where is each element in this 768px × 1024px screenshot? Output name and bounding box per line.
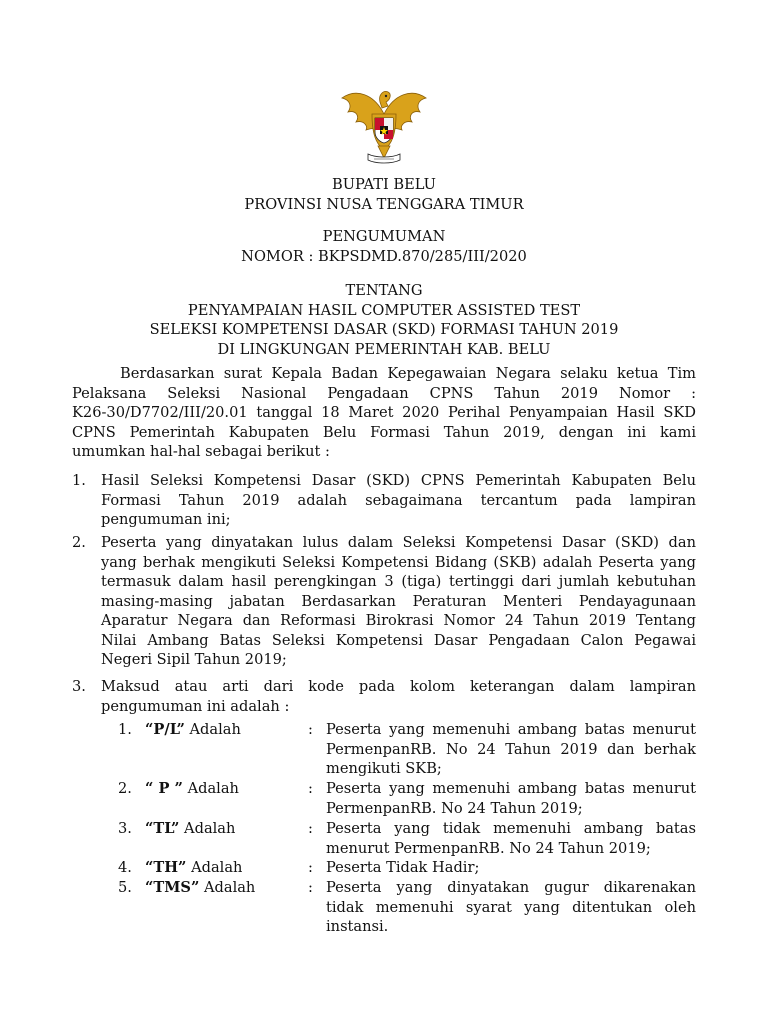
code-description-line: Peserta yang tidak memenuhi ambang batas bbox=[326, 820, 696, 837]
code-key: “TMS” bbox=[145, 879, 200, 896]
code-number: 3. bbox=[118, 820, 132, 837]
announcement-heading bbox=[0, 227, 768, 266]
code-number: 2. bbox=[118, 780, 132, 797]
code-label bbox=[145, 779, 239, 799]
header-line-1: BUPATI BELU bbox=[332, 176, 436, 193]
list-item-line: Aparatur Negara dan Reformasi Birokrasi Nomor 24 Tahun 2019 Tentang bbox=[101, 612, 696, 629]
intro-line: umumkan hal-hal sebagai berikut : bbox=[72, 443, 330, 460]
list-item-line: pengumuman ini adalah : bbox=[101, 697, 290, 715]
code-description-line: instansi. bbox=[326, 918, 389, 935]
list-item-number: 2. bbox=[72, 534, 86, 551]
list-item-number: 3. bbox=[72, 678, 86, 695]
code-description-line: mengikuti SKB; bbox=[326, 760, 442, 777]
list-item-line: masing-masing jabatan Berdasarkan Peraturan Menteri Pendayagunaan bbox=[101, 592, 696, 610]
code-description-line: Peserta yang memenuhi ambang batas menurut bbox=[326, 721, 696, 738]
letterhead bbox=[0, 175, 768, 214]
list-item-line: Formasi Tahun 2019 adalah sebagaimana tercantum pada lampiran bbox=[101, 491, 696, 509]
garuda-pancasila-icon bbox=[338, 84, 430, 166]
code-description-line: PermenpanRB. No 24 Tahun 2019 dan berhak bbox=[326, 740, 696, 758]
code-key: “ P ” bbox=[145, 780, 183, 797]
code-description-line: Peserta yang dinyatakan gugur dikarenakan bbox=[326, 879, 696, 896]
code-word: Adalah bbox=[184, 721, 241, 738]
list-item-line: Negeri Sipil Tahun 2019; bbox=[101, 651, 287, 668]
subject-line-1: TENTANG bbox=[345, 282, 423, 299]
list-item-line: yang berhak mengikuti Seleksi Kompetensi Bidang (SKB) adalah Peserta yang bbox=[101, 553, 696, 571]
subject-line-3: SELEKSI KOMPETENSI DASAR (SKD) FORMASI TAHUN 2019 bbox=[149, 321, 619, 338]
intro-line: K26-30/D7702/III/20.01 tanggal 18 Maret 2020 Perihal Penyampaian Hasil SKD bbox=[72, 404, 696, 421]
list-item-line: Maksud atau arti dari kode pada kolom keterangan dalam lampiran bbox=[101, 678, 696, 695]
code-word: Adalah bbox=[182, 780, 239, 797]
header-line-2: PROVINSI NUSA TENGGARA TIMUR bbox=[244, 195, 524, 213]
intro-line: CPNS Pemerintah Kabupaten Belu Formasi Tahun 2019, dengan ini kami bbox=[72, 423, 696, 441]
code-label bbox=[145, 858, 242, 878]
announcement-title: PENGUMUMAN bbox=[322, 228, 446, 245]
code-colon: : bbox=[308, 879, 313, 896]
list-item-line: pengumuman ini; bbox=[101, 511, 231, 528]
intro-line: Pelaksana Seleksi Nasional Pengadaan CPNS Tahun 2019 Nomor : bbox=[72, 384, 696, 402]
intro-line: Berdasarkan surat Kepala Badan Kepegawaian Negara selaku ketua Tim bbox=[120, 365, 696, 382]
code-number: 5. bbox=[118, 879, 132, 896]
announcement-number: NOMOR : BKPSDMD.870/285/III/2020 bbox=[241, 247, 527, 265]
list-item-line: Hasil Seleksi Kompetensi Dasar (SKD) CPNS Pemerintah Kabupaten Belu bbox=[101, 472, 696, 489]
code-colon: : bbox=[308, 780, 313, 797]
code-colon: : bbox=[308, 820, 313, 837]
code-description-line: Peserta yang memenuhi ambang batas menurut bbox=[326, 780, 696, 797]
code-word: Adalah bbox=[186, 859, 243, 876]
code-description-line: tidak memenuhi syarat yang ditentukan oleh bbox=[326, 898, 696, 916]
subject-line-2: PENYAMPAIAN HASIL COMPUTER ASSISTED TEST bbox=[187, 301, 581, 319]
intro-paragraph bbox=[72, 364, 696, 462]
code-number: 4. bbox=[118, 859, 132, 876]
subject-line-4: DI LINGKUNGAN PEMERINTAH KAB. BELU bbox=[217, 340, 551, 358]
code-key: “TH” bbox=[145, 859, 187, 876]
list-item-number: 1. bbox=[72, 472, 86, 489]
list-item-line: Nilai Ambang Batas Seleksi Kompetensi Dasar Pengadaan Calon Pegawai bbox=[101, 631, 696, 649]
code-number: 1. bbox=[118, 721, 132, 738]
code-word: Adalah bbox=[179, 820, 236, 837]
list-item-line: termasuk dalam hasil perengkingan 3 (tiga) tertinggi dari jumlah kebutuhan bbox=[101, 573, 696, 590]
code-description-line: PermenpanRB. No 24 Tahun 2019; bbox=[326, 799, 583, 817]
code-label bbox=[145, 720, 241, 740]
code-label bbox=[145, 878, 255, 898]
code-key: “P/L” bbox=[145, 721, 185, 738]
code-description-line: menurut PermenpanRB. No 24 Tahun 2019; bbox=[326, 839, 651, 857]
subject-heading bbox=[0, 281, 768, 359]
code-colon: : bbox=[308, 859, 313, 876]
code-label bbox=[145, 819, 235, 839]
list-item-line: Peserta yang dinyatakan lulus dalam Seleksi Kompetensi Dasar (SKD) dan bbox=[101, 534, 696, 551]
code-word: Adalah bbox=[199, 879, 256, 896]
code-key: “TL” bbox=[145, 820, 180, 837]
code-description-line: Peserta Tidak Hadir; bbox=[326, 859, 480, 876]
code-colon: : bbox=[308, 721, 313, 738]
